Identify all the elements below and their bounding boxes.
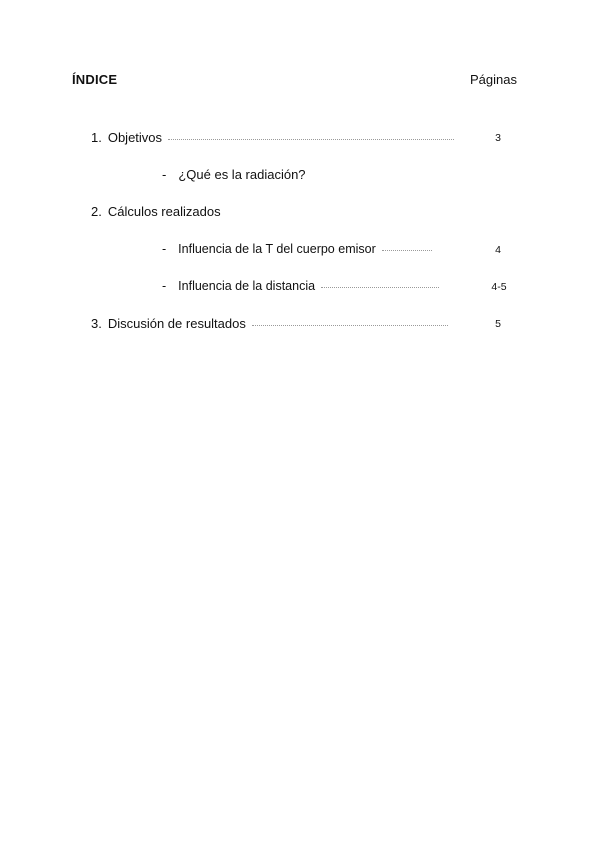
toc-subentry-dash: - bbox=[162, 242, 167, 256]
toc-entry-label: Influencia de la distancia bbox=[178, 279, 316, 293]
toc-leader-dots bbox=[252, 324, 448, 326]
toc-entry-label: Cálculos realizados bbox=[107, 204, 221, 219]
pages-column-header: Páginas bbox=[470, 72, 517, 87]
toc-subentry-dash: - bbox=[162, 167, 167, 182]
toc-entry-label: Influencia de la T del cuerpo emisor bbox=[178, 242, 376, 256]
toc-entry-discusion bbox=[91, 316, 448, 331]
toc-entry-page: 3 bbox=[495, 132, 501, 144]
toc-entry-label: ¿Qué es la radiación? bbox=[178, 167, 306, 182]
toc-subentry-radiacion bbox=[162, 167, 306, 182]
toc-leader-dots bbox=[321, 286, 439, 288]
toc-entry-number: 2. bbox=[91, 204, 102, 219]
toc-leader-dots bbox=[382, 249, 432, 251]
toc-entry-label: Objetivos bbox=[107, 130, 163, 145]
toc-subentry-temperatura bbox=[162, 242, 432, 256]
toc-entry-page: 4 bbox=[495, 244, 501, 256]
toc-entry-number: 3. bbox=[91, 316, 102, 331]
toc-subentry-dash: - bbox=[162, 279, 167, 293]
toc-entry-label: Discusión de resultados bbox=[107, 316, 246, 331]
toc-entry-objetivos bbox=[91, 130, 454, 145]
toc-subentry-distancia bbox=[162, 279, 439, 293]
toc-entry-page: 4-5 bbox=[491, 281, 507, 293]
index-title: ÍNDICE bbox=[72, 72, 118, 87]
toc-entry-number: 1. bbox=[91, 130, 102, 145]
toc-leader-dots bbox=[168, 138, 454, 140]
toc-entry-calculos bbox=[91, 204, 221, 219]
toc-entry-page: 5 bbox=[495, 318, 501, 330]
